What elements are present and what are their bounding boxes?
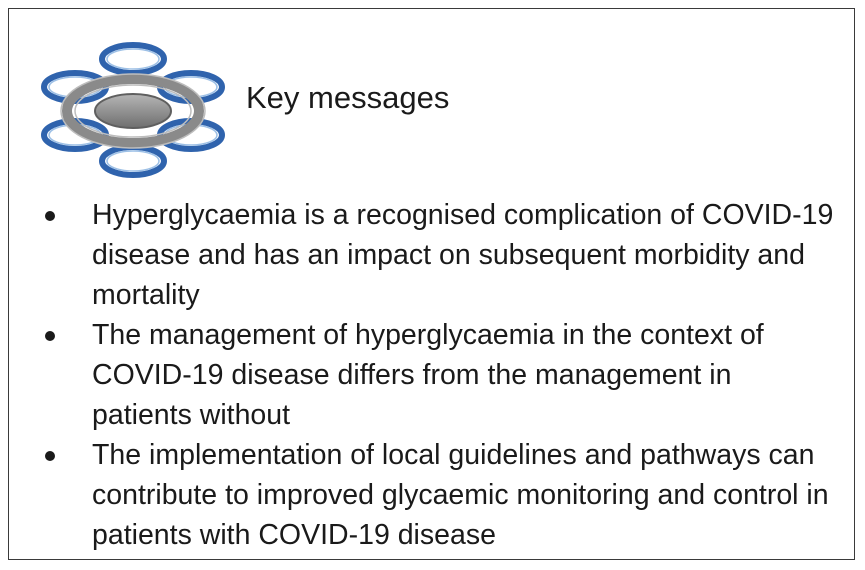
key-messages-box — [8, 8, 855, 560]
message-text: The management of hyperglycaemia in the context of COVID-19 disease differs from the management in patients without — [92, 319, 764, 431]
list-item — [37, 435, 837, 555]
list-item — [37, 195, 837, 315]
bullet-icon — [45, 451, 55, 461]
key-messages-list — [37, 195, 837, 555]
bullet-icon — [45, 211, 55, 221]
message-text: The implementation of local guidelines and pathways can contribute to improved glycaemic monitoring and control in patients with COVID-19 disease — [92, 439, 829, 551]
message-text: Hyperglycaemia is a recognised complication of COVID-19 disease and has an impact on subsequent morbidity and mortality — [92, 199, 834, 311]
page-title: Key messages — [246, 80, 450, 115]
blue-rings-logo-icon — [35, 39, 231, 179]
list-item — [37, 315, 837, 435]
bullet-icon — [45, 331, 55, 341]
